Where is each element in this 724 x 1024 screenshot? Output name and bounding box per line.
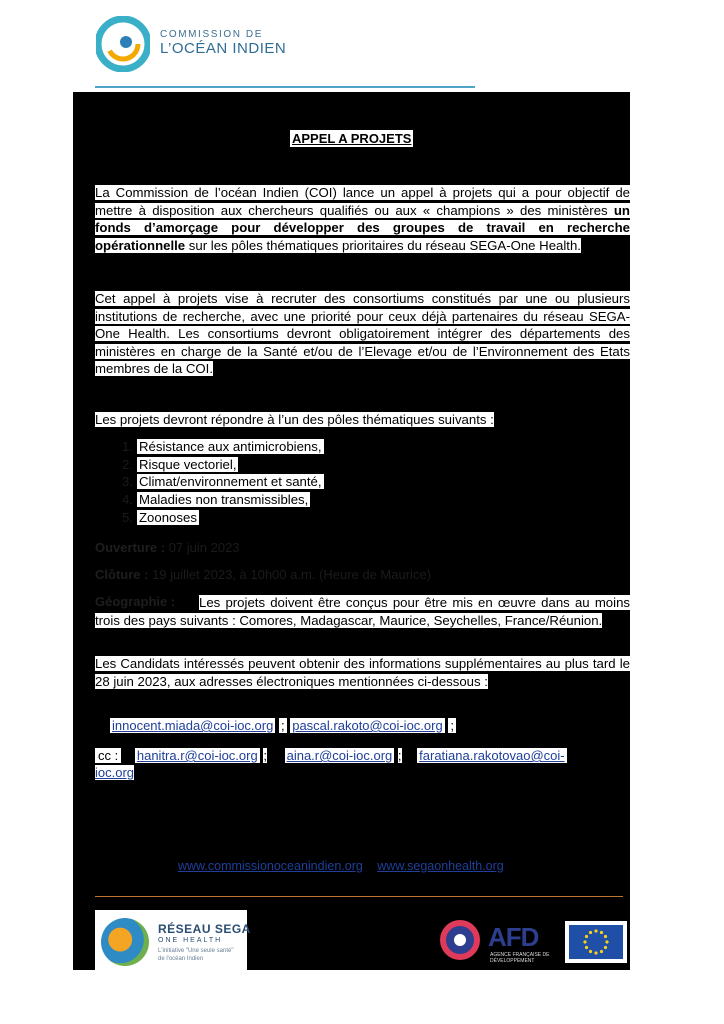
list-number: 3. xyxy=(122,474,133,489)
geography-text: Les projets doivent être conçus pour être mis en œuvre dans au moins trois des pays suivants : Comores, Madagascar, Maurice, Seychelles, France/Réunion. xyxy=(95,595,630,628)
sega-logo-icon xyxy=(101,918,149,966)
coi-logo-icon xyxy=(96,16,150,72)
eu-flag-icon xyxy=(569,925,623,959)
footer-divider xyxy=(95,896,623,897)
email-link[interactable]: pascal.rakoto@coi-ioc.org xyxy=(292,718,443,733)
website-link-sega[interactable]: www.segaonhealth.org xyxy=(377,859,504,873)
paragraph-themes-intro: Les projets devront répondre à l’un des pôles thématiques suivants : xyxy=(95,412,494,427)
email-link[interactable]: innocent.miada@coi-ioc.org xyxy=(112,718,274,733)
afd-logo-text: AFD xyxy=(488,922,539,952)
cc-emails: cc : hanitra.r@coi-ioc.org ; aina.r@coi-ioc.org ; faratiana.rakotovao@coi- ioc.org xyxy=(95,748,565,780)
primary-emails: innocent.miada@coi-ioc.org ; pascal.rakoto@coi-ioc.org ; xyxy=(112,718,454,733)
website-links xyxy=(178,857,504,875)
list-item: Maladies non transmissibles, xyxy=(139,492,309,507)
sega-logo-tagline: L'initiative "Une seule santé" de l'océan Indien xyxy=(158,948,234,962)
list-number: 5. xyxy=(122,510,133,525)
afd-logo-icon xyxy=(440,920,480,960)
list-item: Climat/environnement et santé, xyxy=(139,474,322,489)
list-item: Zoonoses xyxy=(139,510,197,525)
opening-date: Ouverture : 07 juin 2023 xyxy=(95,540,240,555)
afd-logo-subtitle: AGENCE FRANÇAISE DE DÉVELOPPEMENT xyxy=(490,952,550,964)
coi-logo-text: COMMISSION DE L’OCÉAN INDIEN xyxy=(160,29,287,57)
document-title: APPEL A PROJETS xyxy=(292,131,412,146)
page-margin xyxy=(630,0,724,1024)
email-link[interactable]: faratiana.rakotovao@coi- xyxy=(419,748,565,763)
sega-logo-subtitle: ONE HEALTH xyxy=(158,937,223,944)
paragraph-consortium: Cet appel à projets vise à recruter des consortiums constitués par une ou plusieurs institutions de recherche, avec une priorité pour ceux déjà partenaires du réseau SEGA-One Health. Les consortiums devront obligatoirement intégrer des départements des ministères en charge de la Santé et/ou de l’Elevage et/ou de l’Environnement des Etats membres de la COI. xyxy=(95,291,630,376)
paragraph-contact: Les Candidats intéressés peuvent obtenir des informations supplémentaires au plus tard le 28 juin 2023, aux adresses électroniques mentionnées ci-dessous : xyxy=(95,656,630,689)
header-divider xyxy=(95,86,475,88)
paragraph-intro: La Commission de l’océan Indien (COI) lance un appel à projets qui a pour objectif de mettre à disposition aux chercheurs qualifiés ou aux « champions » des ministères un fonds d’amorçage pour développer des groupes de travail en recherche opérationnelle sur les pôles thématiques prioritaires du réseau SEGA-One Health. xyxy=(95,185,630,253)
email-link-continued[interactable]: ioc.org xyxy=(95,765,135,780)
list-number: 2. xyxy=(122,457,133,472)
closing-date: Clôture : 19 juillet 2023, à 10h00 a.m. (Heure de Maurice) xyxy=(95,567,431,582)
list-number: 4. xyxy=(122,492,133,507)
list-number: 1. xyxy=(122,439,133,454)
geography-label: Géographie : xyxy=(95,594,176,609)
list-item: Résistance aux antimicrobiens, xyxy=(139,439,322,454)
list-item: Risque vectoriel, xyxy=(139,457,237,472)
sega-logo-title: RÉSEAU SEGA xyxy=(158,922,251,936)
email-link[interactable]: aina.r@coi-ioc.org xyxy=(286,748,393,763)
email-link[interactable]: hanitra.r@coi-ioc.org xyxy=(136,748,258,763)
website-link-coi[interactable]: www.commissionoceanindien.org xyxy=(178,859,363,873)
